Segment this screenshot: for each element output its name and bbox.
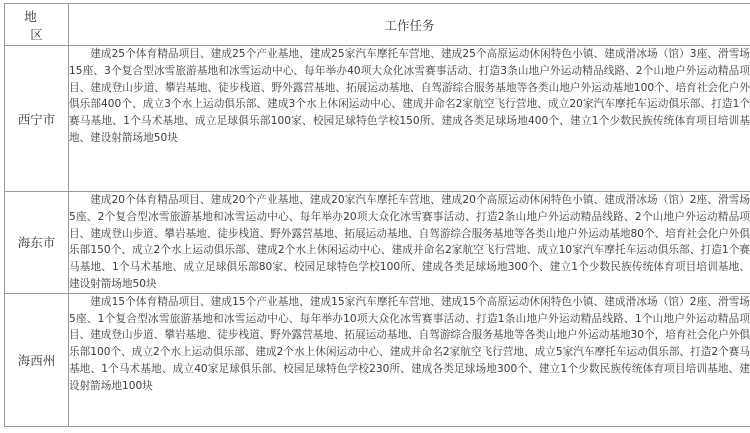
task-text: 建成15个体育精品项目、建成15个产业基地、建成15家汽车摩托车营地、建成15个高原运动休闲特色小镇、建成滑冰场（馆）2座、滑雪场5座、1个复合型冰雪旅游基地和冰雪运动中心、每年举办10项大众化冰雪赛事活动、打造1条山地户外运动精品线路、1个山地户外运动精品项目、建成登山步道、攀岩基地、徒步栈道、野外露营基地、拓展运动基地、自驾游综合服务基地等各类山地户外运动基地30个，培育社会化户外俱乐部100个、成立2个水上运动俱乐部、建成2个水上休闲运动中心、建成并命名2家航空飞行营地、成立5家汽车摩托车运动俱乐部、打造2个赛马基地、1个马术基地、成立40家足球俱乐部、校园足球特色学校230所、建成各类足球场地300个、建立1个少数民族传统体育项目培训基地、建设射箭场地100块 (69, 295, 750, 392)
table-row (5, 293, 750, 426)
task-table (4, 3, 750, 427)
table-header-row (5, 4, 750, 46)
table-row (5, 192, 750, 294)
task-text: 建成20个体育精品项目、建成20个产业基地、建成20家汽车摩托车营地、建成20个高原运动休闲特色小镇、建成滑冰场（馆）2座、滑雪场5座、2个复合型冰雪旅游基地和冰雪运动中心、每年举办20项大众化冰雪赛事活动、打造2条山地户外运动精品线路、2个山地户外运动精品项目、建成登山步道、攀岩基地、徒步栈道、野外露营基地、拓展运动基地、自驾游综合服务基地等各类山地户外运动基地80个、培育社会化户外俱乐部150个、成立2个水上运动俱乐部、建成2个水上休闲运动中心、建成并命名2家航空飞行营地、成立10家汽车摩托车运动俱乐部、打造1个赛马基地、1个马术基地、成立足球俱乐部80家、校园足球特色学校100所、建成各类足球场地300个、建立1个少数民族传统体育项目培训基地、建设射箭场地50块 (69, 194, 750, 290)
table-row (5, 46, 750, 192)
task-column-header: 工作任务 (69, 4, 750, 46)
task-cell (69, 293, 750, 426)
task-cell (69, 192, 750, 294)
region-column-header (5, 4, 69, 46)
region-cell: 海东市 (5, 192, 69, 294)
task-text: 建成25个体育精品项目、建成25个产业基地、建成25家汽车摩托车营地、建成25个高原运动休闲特色小镇、建成滑冰场（馆）3座、滑雪场15座、3个复合型冰雪旅游基地和冰雪运动中心、每年举办40项大众化冰雪赛事活动、打造3条山地户外运动精品线路、2个山地户外运动精品项目、建成登山步道、攀岩基地、徒步栈道、野外露营基地、拓展运动基地、自驾游综合服务基地等各类山地户外运动基地100个、培育社会化户外俱乐部400个、成立3个水上运动俱乐部、建成3个水上休闲运动中心、建成并命名2家航空飞行营地、成立20家汽车摩托车运动俱乐部、打造1个赛马基地、1个马术基地、成立足球俱乐部100家、校园足球特色学校150所、建成各类足球场地400个、建立1个少数民族传统体育项目培训基地、建设射箭场地50块 (69, 48, 750, 144)
region-cell: 西宁市 (5, 46, 69, 192)
region-column-header-label: 地 区 (24, 8, 55, 42)
task-cell (69, 46, 750, 192)
region-cell: 海西州 (5, 293, 69, 426)
